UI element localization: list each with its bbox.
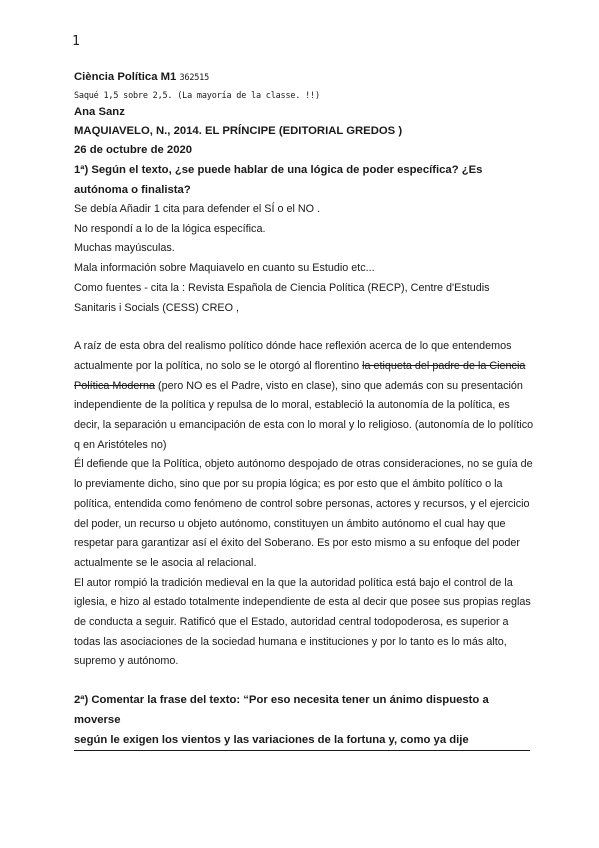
feedback-note: Mala información sobre Maquiavelo en cuanto su Estudio etc...: [74, 262, 375, 275]
author-name: Ana Sanz: [74, 106, 125, 118]
course-title: [74, 68, 534, 88]
feedback-note: Se debía Añadir 1 cita para defender el SÍ o el NO .: [74, 203, 321, 215]
paragraph-spacer: [74, 318, 534, 337]
grade-note: Saqué 1,5 sobre 2,5. (La mayoría de la classe. !!): [74, 91, 320, 101]
question-2-line-2: según le exigen los vientos y las variaciones de la fortuna y, como ya dije: [74, 730, 530, 751]
answer-paragraph-1: [74, 337, 534, 455]
document-body: [74, 68, 534, 751]
answer-text: (pero NO es el Padre, visto en clase), sino que además con su presentación independiente de la política y repulsa de lo moral, estableció la autonomía de la política, es decir, la separación u emancipación de esta con lo moral y lo religioso. (autonomía de lo político q en Aristóteles no): [74, 379, 534, 451]
book-reference: MAQUIAVELO, N., 2014. EL PRÍNCIPE (EDITORIAL GREDOS ): [74, 125, 403, 137]
document-date: 26 de octubre de 2020: [74, 144, 193, 156]
feedback-note: No respondí a lo de la lógica específica.: [74, 222, 266, 235]
feedback-note: Como fuentes - cita la : Revista Española de Ciencia Política (RECP), Centre d'Estudis Sanitaris i Socials (CESS) CREO ,: [74, 281, 490, 314]
course-code: 362515: [179, 73, 209, 83]
answer-paragraph-2: Él defiende que la Política, objeto autónomo despojado de otras consideraciones, no se guía de lo previamente dicho, sino que por su propia lógica; es por esto que el ámbito político o la política, entendida como fenómeno de control sobre personas, actores y recursos, y el ejercicio del poder, un recurso u objeto autónomo, constituyen un ámbito autónomo el cual hay que respetar para garantizar así el éxito del Soberano. Es por esto mismo a su enfoque del poder actualmente se le asocia al relacional.: [74, 458, 533, 569]
feedback-note: Muchas mayúsculas.: [74, 242, 175, 255]
answer-text: A raíz de esta obra del realismo político dónde hace reflexión acerca de lo que entendemos actualmente por la política, no solo se le otorgó al florentino: [74, 340, 512, 372]
struck-text: la etiqueta del padre de la Ciencia Política Moderna: [74, 359, 526, 392]
page-number: 1: [72, 34, 80, 49]
question-2-title: [74, 690, 534, 751]
question-2-line-1: 2ª) Comentar la frase del texto: “Por eso necesita tener un ánimo dispuesto a moverse: [74, 694, 489, 727]
course-name: Ciència Política M1: [74, 71, 177, 83]
question-1-title: 1ª) Según el texto, ¿se puede hablar de una lógica de poder específica? ¿Es autónoma o finalista?: [74, 164, 483, 196]
answer-paragraph-3: El autor rompió la tradición medieval en la que la autoridad política está bajo el control de la iglesia, e hizo al estado totalmente independiente de esta al decir que posee sus propias reglas de conducta a seguir. Ratificó que el Estado, autoridad central todopoderosa, es superior a todas las asociaciones de la sociedad humana e instituciones y por lo tanto es lo más alto, supremo y autónomo.: [74, 576, 531, 668]
